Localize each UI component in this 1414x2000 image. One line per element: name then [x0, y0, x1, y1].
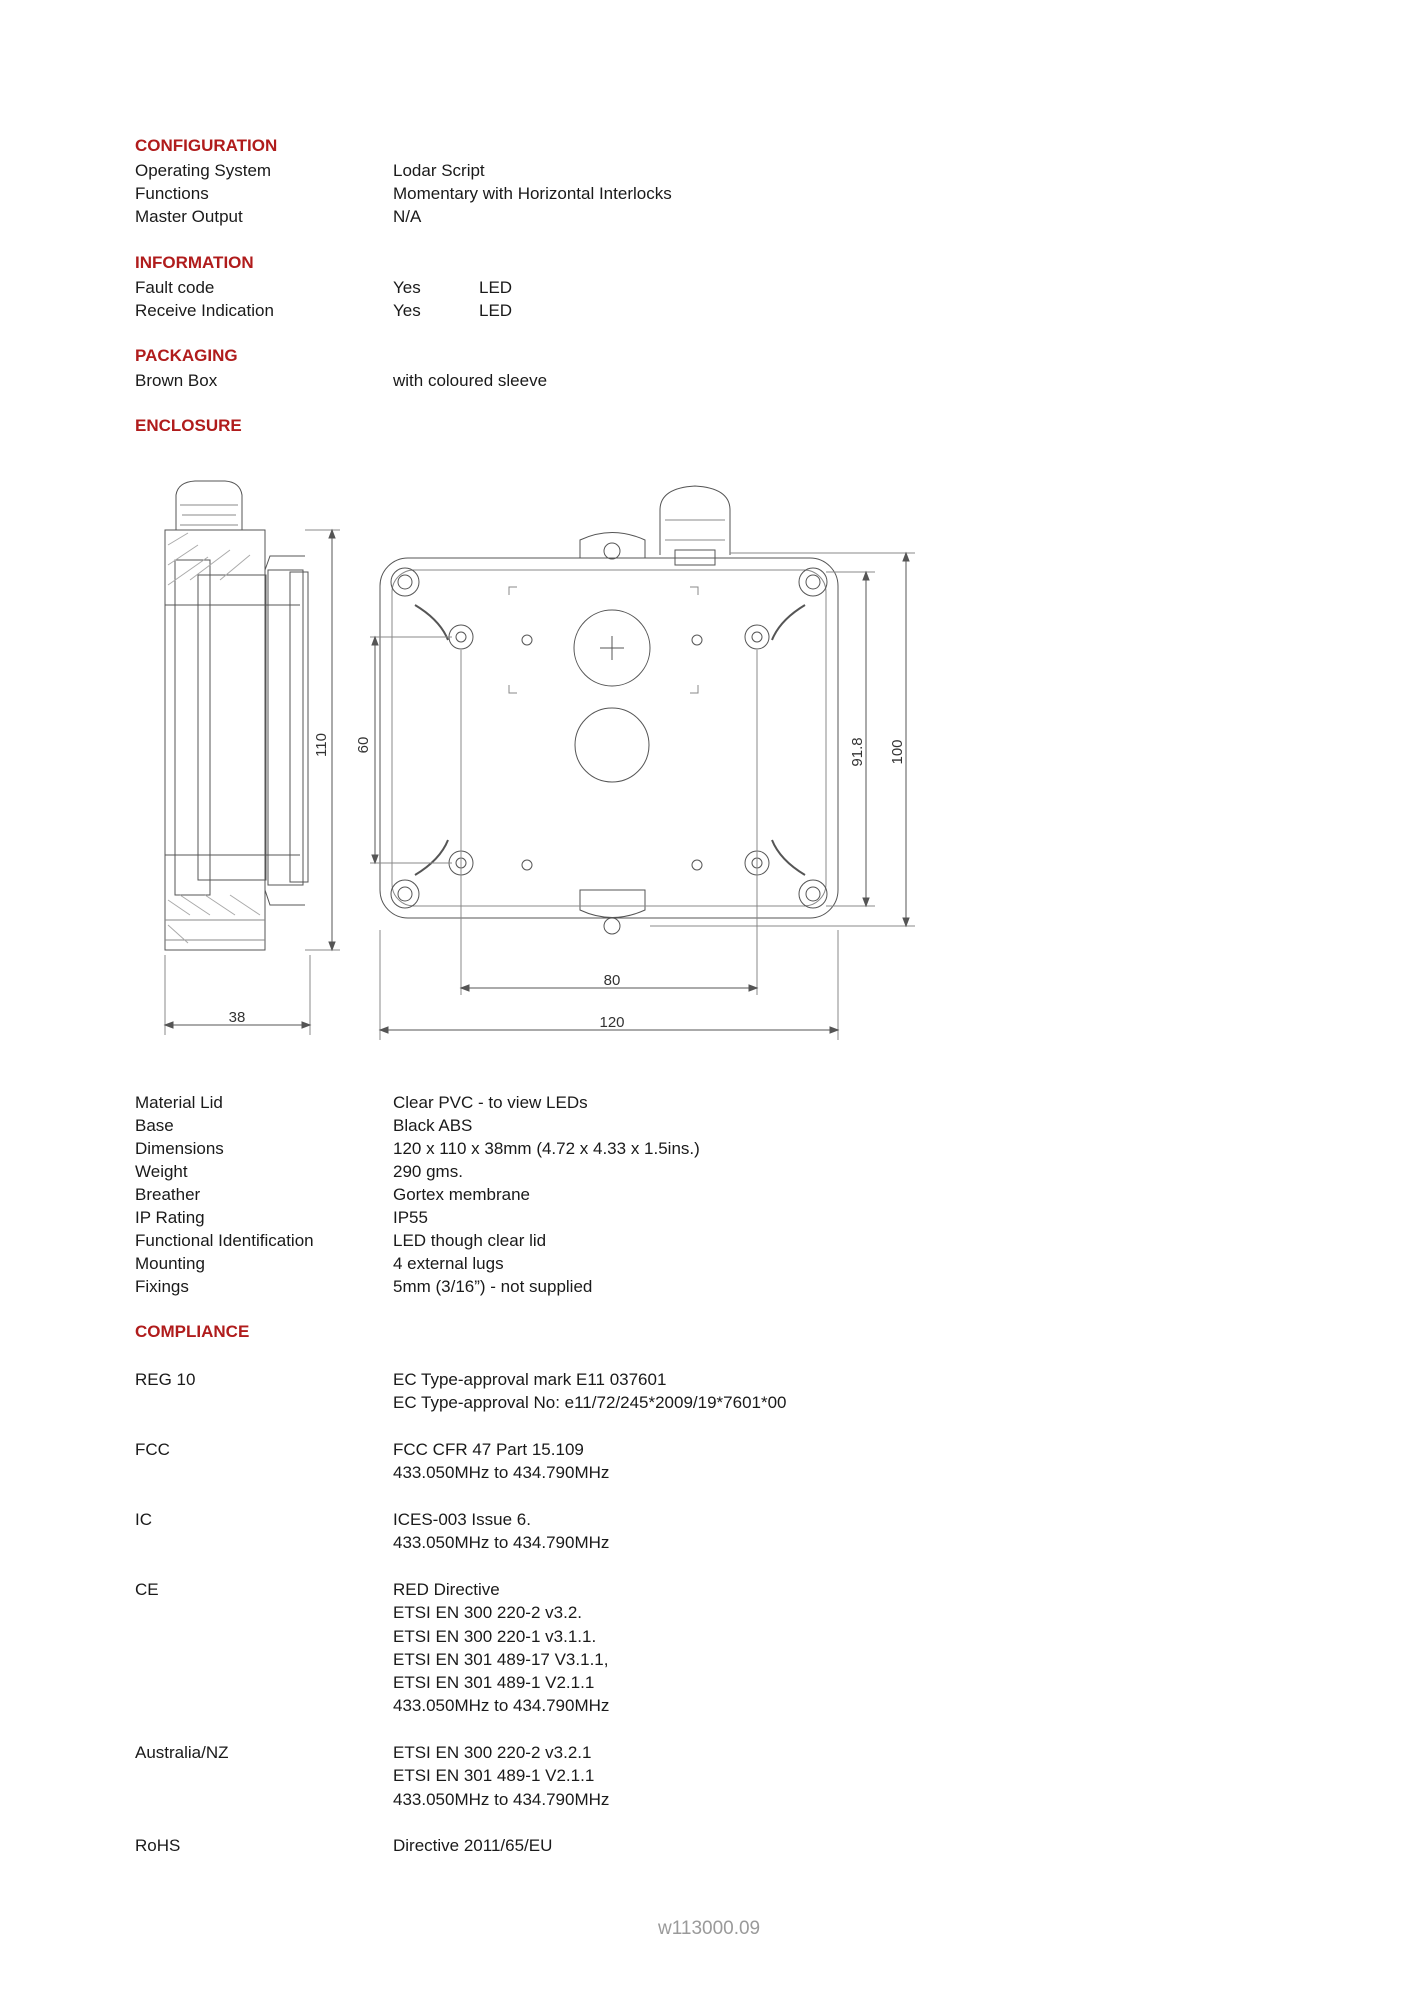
row-value: 4 external lugs: [393, 1254, 504, 1273]
compliance-line: ICES-003 Issue 6.: [393, 1510, 531, 1529]
row-value: Gortex membrane: [393, 1185, 530, 1204]
compliance-line: ETSI EN 301 489-17 V3.1.1,: [393, 1649, 609, 1669]
dim-label-hole-vertical: 60: [355, 736, 372, 754]
row-label: Operating System: [135, 161, 272, 180]
row-label: Base: [135, 1116, 174, 1135]
compliance-line: ETSI EN 301 489-1 V2.1.1: [393, 1766, 595, 1786]
compliance-label: FCC: [135, 1440, 170, 1459]
row-value: LED though clear lid: [393, 1231, 547, 1250]
row-label: Functions: [135, 184, 209, 203]
compliance-label: Australia/NZ: [135, 1743, 229, 1762]
compliance-line: Directive 2011/65/EU: [393, 1836, 553, 1855]
row-value: N/A: [393, 207, 422, 226]
compliance-line: ETSI EN 301 489-1 V2.1.1: [393, 1673, 595, 1693]
row-label: Fault code: [135, 278, 215, 297]
compliance-line: RED Directive: [393, 1580, 500, 1599]
enclosure-dimension-drawing: [150, 470, 930, 1050]
document-code: w113000.09: [658, 1918, 761, 1939]
row-label: Functional Identification: [135, 1231, 314, 1250]
row-label: Brown Box: [135, 371, 218, 390]
row-label: Mounting: [135, 1254, 205, 1273]
row-label: Master Output: [135, 207, 243, 226]
compliance-lines: [393, 1741, 609, 1811]
compliance-line: 433.050MHz to 434.790MHz: [393, 1463, 610, 1483]
dim-label-overall-width: 120: [599, 1014, 625, 1031]
compliance-line: 433.050MHz to 434.790MHz: [393, 1696, 610, 1716]
row-value: Momentary with Horizontal Interlocks: [393, 184, 672, 203]
row-value: IP55: [393, 1208, 428, 1227]
compliance-line: EC Type-approval No: e11/72/245*2009/19*7601*00: [393, 1393, 787, 1413]
compliance-label: CE: [135, 1580, 159, 1599]
dim-label-side-width: 38: [228, 1009, 246, 1026]
row-label: Material Lid: [135, 1093, 223, 1112]
compliance-line: ETSI EN 300 220-2 v3.2.: [393, 1603, 582, 1623]
dim-label-side-height: 110: [313, 733, 330, 757]
compliance-lines: [393, 1834, 552, 1857]
enclosure-heading: ENCLOSURE: [135, 416, 242, 435]
row-value: 5mm (3/16”) - not supplied: [393, 1277, 593, 1296]
dim-label-outer-height: 100: [889, 739, 906, 765]
compliance-line: 433.050MHz to 434.790MHz: [393, 1533, 610, 1553]
compliance-lines: [393, 1578, 609, 1718]
compliance-lines: [393, 1438, 609, 1485]
row-label: Receive Indication: [135, 301, 274, 320]
compliance-line: FCC CFR 47 Part 15.109: [393, 1440, 584, 1459]
row-label: Weight: [135, 1162, 188, 1181]
row-value: Lodar Script: [393, 161, 485, 180]
row-value: with coloured sleeve: [393, 371, 548, 390]
row-value: Yes: [393, 278, 421, 297]
compliance-line: 433.050MHz to 434.790MHz: [393, 1789, 610, 1809]
compliance-label: RoHS: [135, 1836, 181, 1855]
row-label: Fixings: [135, 1277, 189, 1296]
row-value: Clear PVC - to view LEDs: [393, 1093, 588, 1112]
row-label: IP Rating: [135, 1208, 205, 1227]
configuration-heading: CONFIGURATION: [135, 136, 278, 155]
information-heading: INFORMATION: [135, 253, 254, 272]
compliance-lines: [393, 1368, 787, 1415]
compliance-line: ETSI EN 300 220-1 v3.1.1.: [393, 1626, 597, 1646]
row-label: Dimensions: [135, 1139, 224, 1158]
dim-label-hole-horizontal: 80: [603, 972, 621, 989]
row-value: Black ABS: [393, 1116, 473, 1135]
compliance-label: REG 10: [135, 1370, 196, 1389]
row-value: 290 gms.: [393, 1162, 463, 1181]
row-value-secondary: LED: [479, 278, 513, 297]
packaging-heading: PACKAGING: [135, 346, 238, 365]
compliance-line: EC Type-approval mark E11 037601: [393, 1370, 667, 1389]
compliance-line: ETSI EN 300 220-2 v3.2.1: [393, 1743, 592, 1762]
compliance-label: IC: [135, 1510, 152, 1529]
row-value: Yes: [393, 301, 421, 320]
row-value: 120 x 110 x 38mm (4.72 x 4.33 x 1.5ins.): [393, 1139, 700, 1158]
compliance-heading: COMPLIANCE: [135, 1322, 250, 1341]
compliance-lines: [393, 1508, 609, 1555]
row-label: Breather: [135, 1185, 201, 1204]
row-value-secondary: LED: [479, 301, 513, 320]
dim-label-inner-height: 91.8: [849, 737, 866, 767]
